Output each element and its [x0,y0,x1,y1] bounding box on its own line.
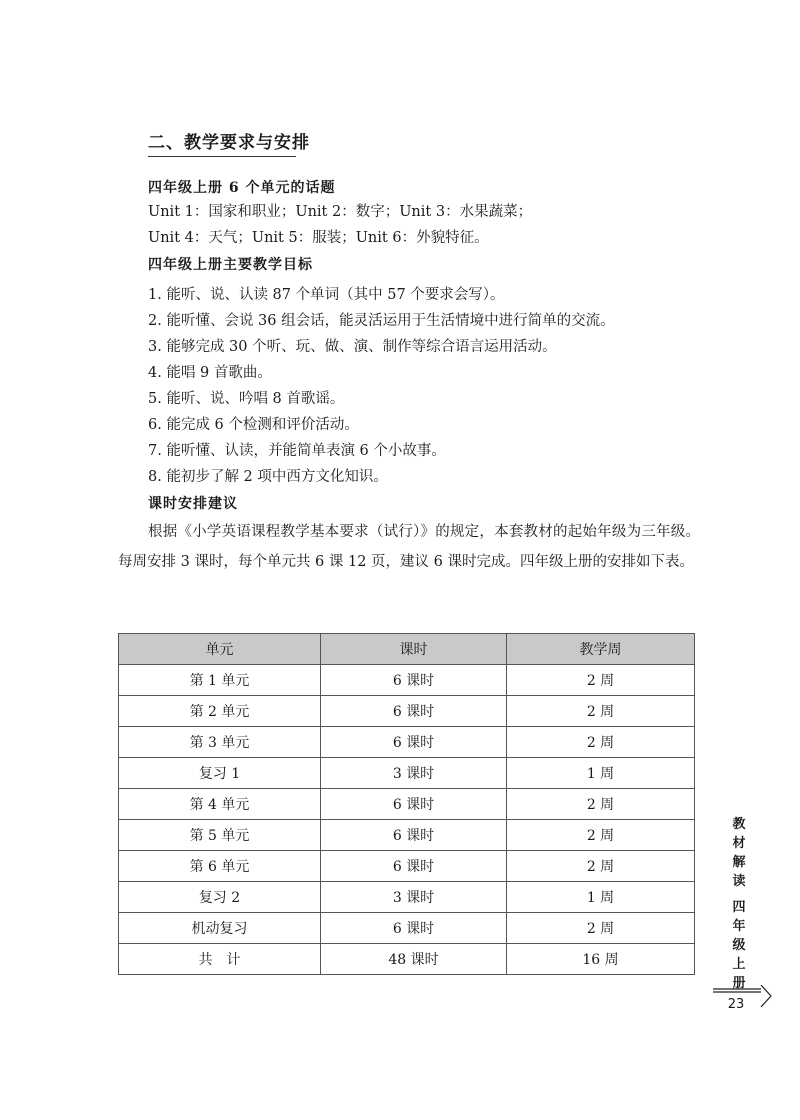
goal-item: 2. 能听懂、会说 36 组会话，能灵活运用于生活情境中进行简单的交流。 [148,313,615,329]
topics-line: Unit 4：天气；Unit 5：服装；Unit 6：外貌特征。 [148,230,489,246]
table-cell: 3 课时 [321,882,507,913]
table-row [119,820,695,851]
sidebar-char: 四 [732,900,746,915]
topics-line: Unit 1：国家和职业；Unit 2：数字；Unit 3：水果蔬菜； [148,204,533,220]
table-cell: 共 计 [119,944,321,975]
table-cell: 第 2 单元 [119,696,321,727]
table-cell: 1 周 [507,758,695,789]
table-row [119,882,695,913]
sidebar-char: 上 [732,957,746,972]
goal-item: 5. 能听、说、吟唱 8 首歌谣。 [148,391,345,407]
goals-heading: 四年级上册主要教学目标 [148,257,313,273]
section-title: 二、教学要求与安排 [148,133,310,153]
table-row [119,696,695,727]
page-number: 23 [727,997,745,1012]
table-cell: 机动复习 [119,913,321,944]
table-cell: 6 课时 [321,696,507,727]
table-cell: 2 周 [507,789,695,820]
sidebar-char: 级 [732,938,746,953]
goal-item: 3. 能够完成 30 个听、玩、做、演、制作等综合语言运用活动。 [148,339,557,355]
table-cell: 6 课时 [321,913,507,944]
schedule-heading: 课时安排建议 [148,496,238,512]
table-row [119,789,695,820]
table-row [119,665,695,696]
table-row [119,758,695,789]
sidebar-char: 解 [732,855,746,870]
table-cell: 6 课时 [321,851,507,882]
title-underline [148,156,296,157]
schedule-paragraph: 根据《小学英语课程教学基本要求（试行）》的规定，本套教材的起始年级为三年级。每周安排 3 课时，每个单元共 6 课 12 页，建议 6 课时完成。四年级上册的安排如下表。 [118,524,700,570]
sidebar-char: 教 [732,817,746,832]
table-cell: 2 周 [507,913,695,944]
table-cell: 第 6 单元 [119,851,321,882]
goal-item: 4. 能唱 9 首歌曲。 [148,365,272,381]
table-cell: 第 3 单元 [119,727,321,758]
column-header: 单元 [119,634,321,665]
table-row [119,727,695,758]
table-cell: 第 5 单元 [119,820,321,851]
topics-heading: 四年级上册 6 个单元的话题 [148,180,336,196]
table-cell: 复习 2 [119,882,321,913]
goal-item: 7. 能听懂、认读，并能简单表演 6 个小故事。 [148,443,446,459]
table-cell: 复习 1 [119,758,321,789]
table-cell: 2 周 [507,665,695,696]
table-cell: 第 1 单元 [119,665,321,696]
sidebar-char: 年 [732,919,746,934]
table-cell: 16 周 [507,944,695,975]
goal-item: 1. 能听、说、认读 87 个单词（其中 57 个要求会写）。 [148,287,505,303]
table-cell: 6 课时 [321,727,507,758]
table-cell: 2 周 [507,696,695,727]
sidebar-char: 册 [732,976,746,991]
sidebar-label-textbook-analysis [727,815,751,891]
table-cell: 6 课时 [321,665,507,696]
table-header-row [119,634,695,665]
table-cell: 2 周 [507,851,695,882]
sidebar-label-grade [727,898,751,993]
sidebar-char: 材 [732,836,746,851]
table-cell: 6 课时 [321,789,507,820]
goal-item: 8. 能初步了解 2 项中西方文化知识。 [148,469,388,485]
table-cell: 48 课时 [321,944,507,975]
table-row [119,851,695,882]
table-total-row [119,944,695,975]
table-cell: 2 周 [507,727,695,758]
table-cell: 6 课时 [321,820,507,851]
table-cell: 1 周 [507,882,695,913]
table-cell: 3 课时 [321,758,507,789]
schedule-table [118,633,695,975]
table-row [119,913,695,944]
sidebar-char: 读 [732,874,746,889]
goal-item: 6. 能完成 6 个检测和评价活动。 [148,417,359,433]
column-header: 课时 [321,634,507,665]
table-cell: 第 4 单元 [119,789,321,820]
column-header: 教学周 [507,634,695,665]
table-cell: 2 周 [507,820,695,851]
